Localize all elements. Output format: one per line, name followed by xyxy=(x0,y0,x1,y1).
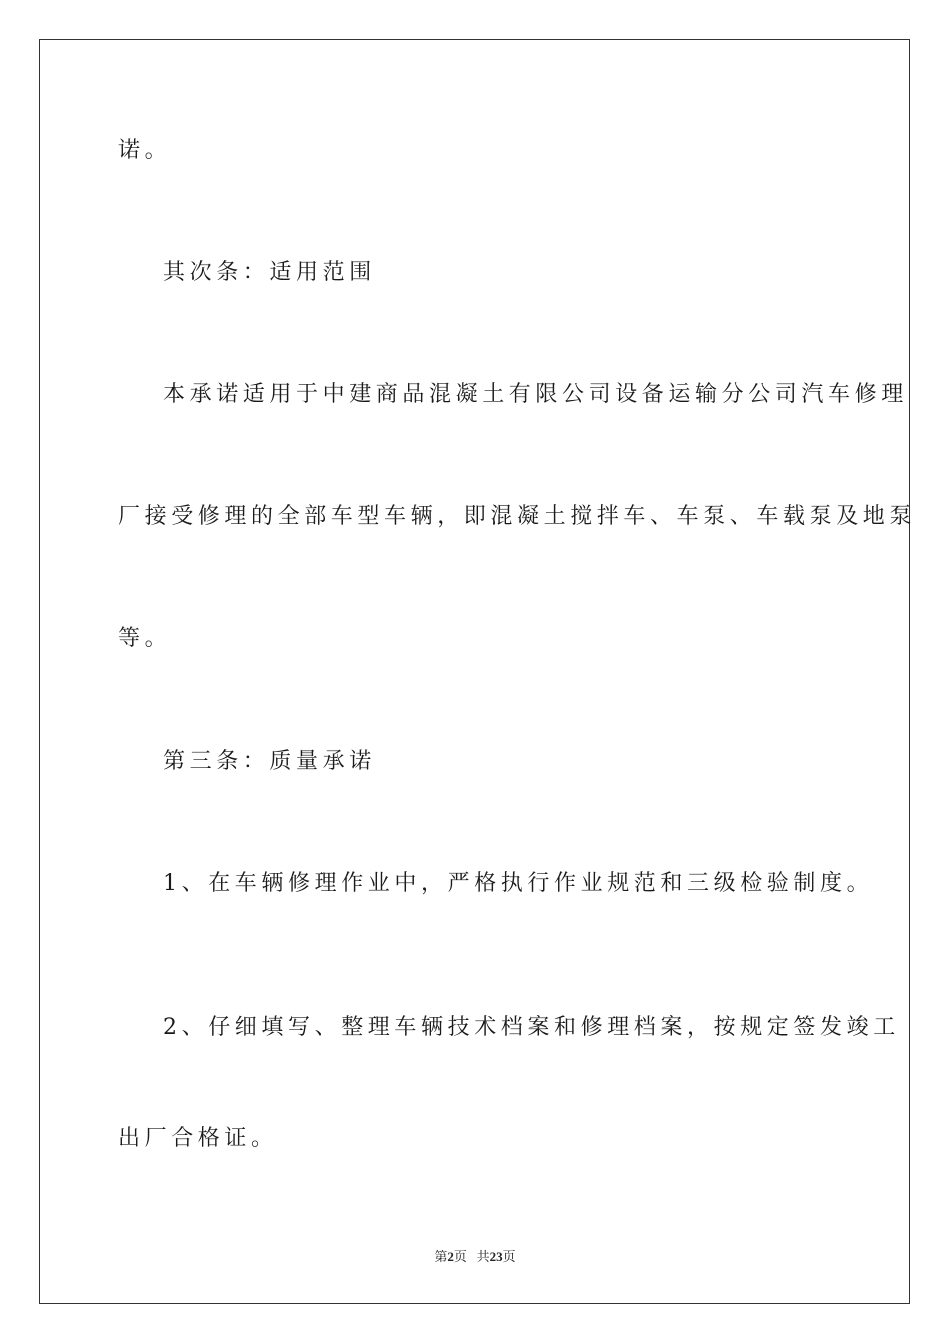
section-heading-scope: 其次条：适用范围 xyxy=(163,260,376,285)
body-line-8: 2、仔细填写、整理车辆技术档案和修理档案，按规定签发竣工 xyxy=(163,1015,900,1040)
body-line-4: 厂接受修理的全部车型车辆，即混凝土搅拌车、车泵、车载泵及地泵 xyxy=(118,504,917,529)
footer-total-pages: 23 xyxy=(489,1249,503,1264)
body-line-1: 诺。 xyxy=(118,138,172,163)
footer-current-page: 2 xyxy=(447,1249,454,1264)
footer-prefix: 第 xyxy=(434,1249,448,1264)
footer-suffix: 页 xyxy=(502,1249,516,1264)
body-line-9: 出厂合格证。 xyxy=(118,1126,278,1151)
section-heading-quality: 第三条：质量承诺 xyxy=(163,749,376,774)
body-line-7: 1、在车辆修理作业中，严格执行作业规范和三级检验制度。 xyxy=(163,871,874,896)
body-line-3: 本承诺适用于中建商品混凝土有限公司设备运输分公司汽车修理 xyxy=(163,382,908,407)
footer-middle: 页 共 xyxy=(453,1249,490,1264)
page-footer xyxy=(0,1246,950,1265)
body-line-5: 等。 xyxy=(118,626,172,651)
page-border xyxy=(39,39,910,1304)
